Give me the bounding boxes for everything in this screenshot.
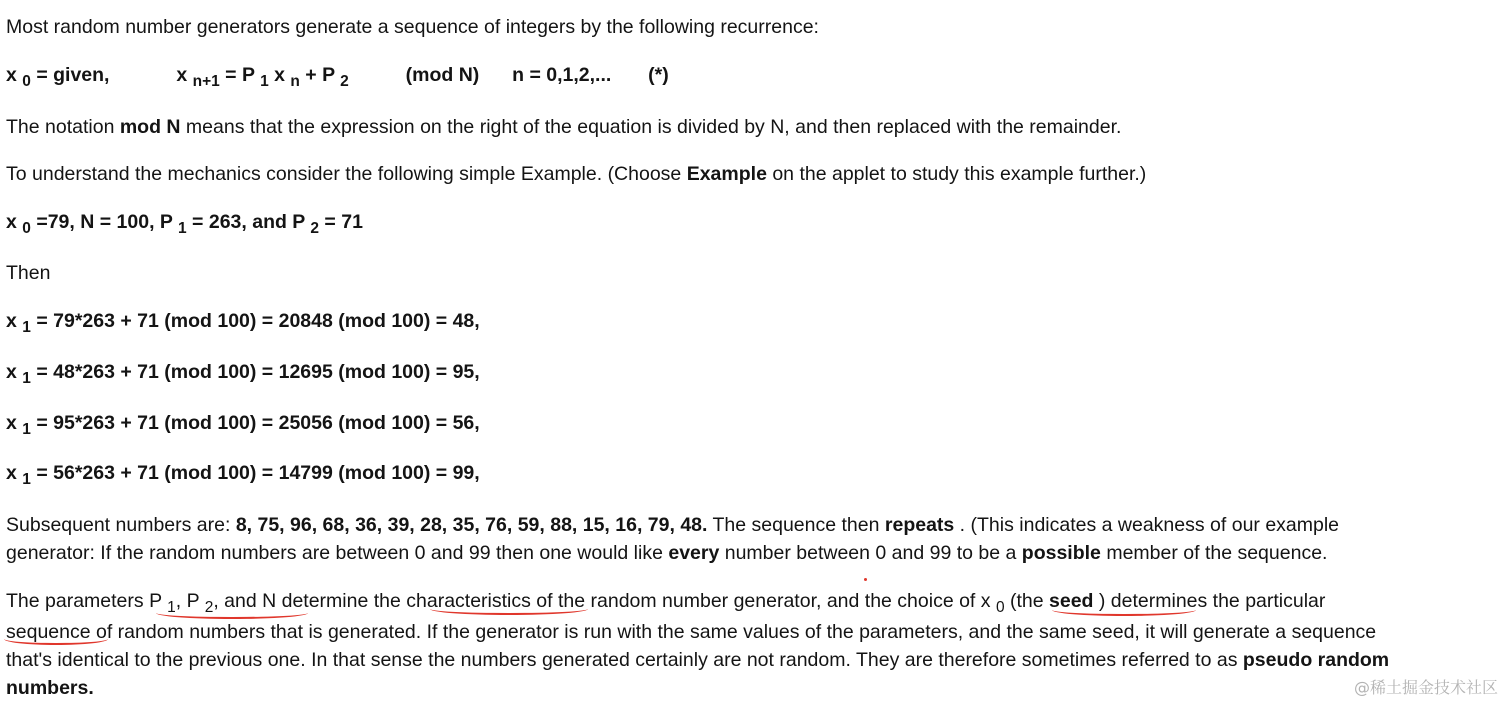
then-text: Then: [6, 262, 51, 284]
formula-recurrence: x $_{n+1}$ = P $_1$ x $_n$ + P $_2$: [176, 64, 349, 90]
highlight-seed: x $_0$ (the seed ): [980, 590, 1106, 616]
step-line: x $_1$ = 95*263 + 71 (mod 100) = 25056 (mod 100) = 56,: [6, 412, 480, 438]
understand-text: To understand the mechanics consider the following simple Example. (Choose Example on the applet to study this example further.): [6, 163, 1147, 185]
notation-text: The notation mod N means that the expression on the right of the equation is divided by N, and then replaced with the remainder.: [6, 116, 1122, 138]
subsequent-line-1: Subsequent numbers are: 8, 75, 96, 68, 36, 39, 28, 35, 76, 59, 88, 15, 16, 79, 48. The sequence then repeats . (This indicates a weakness of our example: [6, 514, 1340, 536]
example-parameters: x $_0$ =79, N = 100, P $_1$ = 263, and P $_2$ = 71: [6, 211, 363, 237]
step-line: x $_1$ = 48*263 + 71 (mod 100) = 12695 (mod 100) = 95,: [6, 361, 480, 387]
step-line: x $_1$ = 56*263 + 71 (mod 100) = 14799 (mod 100) = 99,: [6, 462, 480, 488]
final-line-1: The parameters P $_1$, P $_2$, and N determine the characteristics of the random number generator, and the choice of x $_0$ (the seed ) determines the particular: [6, 590, 1326, 616]
subsequent-line-2: generator: If the random numbers are between 0 and 99 then one would like every number between 0 and 99 to be a possible member of the sequence.: [6, 542, 1328, 564]
recurrence-formula: [6, 64, 669, 90]
red-underline-seed: [1052, 610, 1196, 616]
final-line-4: numbers.: [6, 677, 94, 699]
red-annotation-dot: [864, 578, 867, 581]
formula-tag: (*): [648, 64, 669, 86]
highlight-parameters: P $_1$, P $_2$, and N: [149, 590, 277, 616]
red-underline-characteristics: [430, 609, 588, 615]
intro-text: Most random number generators generate a sequence of integers by the following recurrence:: [6, 16, 819, 38]
final-line-2: sequence of random numbers that is generated. If the generator is run with the same values of the parameters, and the same seed, it will generate a sequence: [6, 621, 1377, 643]
formula-range: n = 0,1,2,...: [512, 64, 612, 86]
red-underline-sequence: [4, 639, 108, 645]
highlight-characteristics: characteristics o: [406, 590, 548, 612]
formula-mod: (mod N): [405, 64, 480, 86]
step-line: x $_1$ = 79*263 + 71 (mod 100) = 20848 (mod 100) = 48,: [6, 310, 480, 336]
watermark-text: @稀土掘金技术社区: [1353, 678, 1498, 697]
formula-x0: x $_0$ = given,: [6, 64, 110, 90]
red-underline-parameters: [156, 613, 308, 619]
highlight-sequence: sequence o: [6, 621, 107, 643]
final-line-3: that's identical to the previous one. In that sense the numbers generated certainly are not random. They are therefore sometimes referred to as pseudo random: [6, 649, 1390, 671]
